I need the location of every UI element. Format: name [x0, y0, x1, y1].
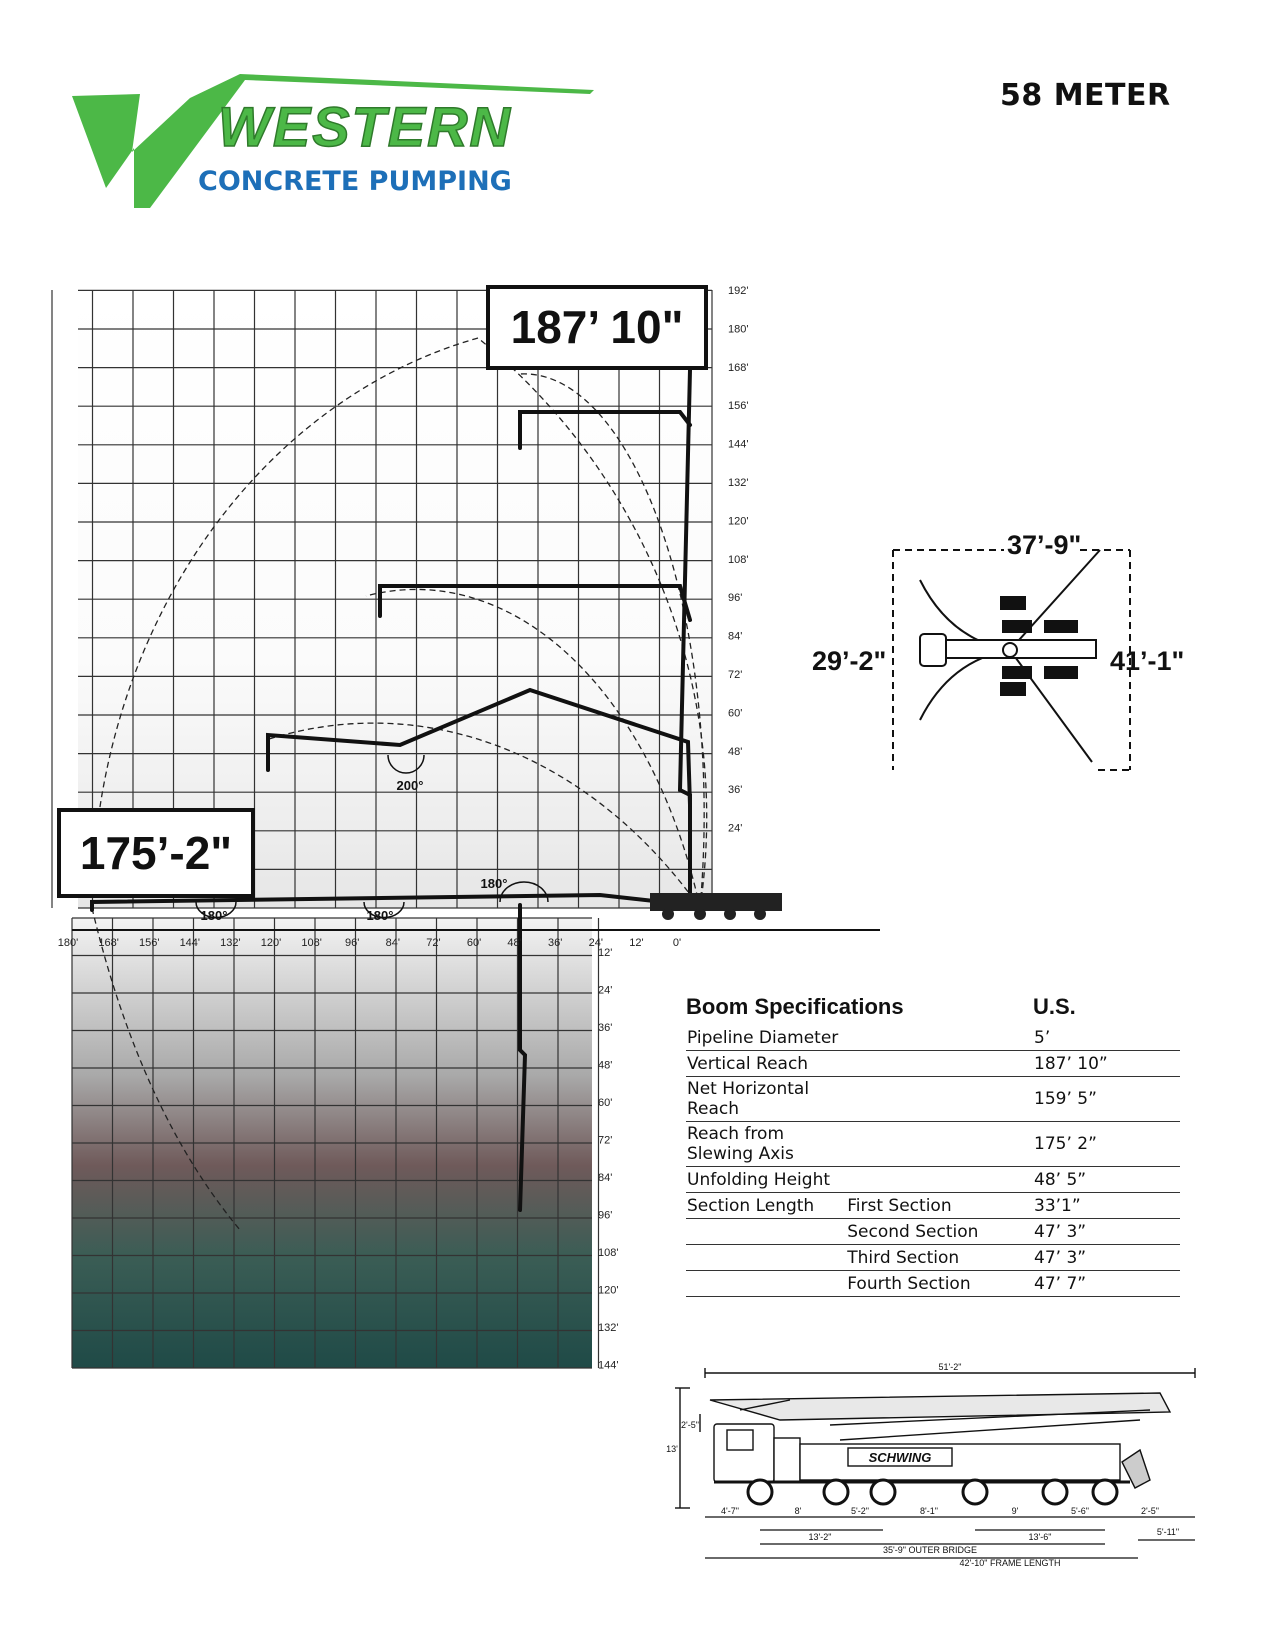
- right-axis-tick-label: 120': [728, 515, 749, 528]
- bottom-axis-tick-label: 180': [57, 937, 79, 949]
- right-axis-tick-label: 48': [728, 745, 743, 758]
- spec-row: [686, 1271, 1180, 1297]
- spec-label: [686, 1271, 846, 1297]
- depth-axis-tick-label: 120': [598, 1284, 619, 1297]
- spec-label: Pipeline Diameter: [686, 1025, 846, 1051]
- vertical-reach-callout: 187’ 10": [486, 285, 708, 370]
- spec-value: 187’ 10”: [1033, 1051, 1180, 1077]
- right-axis-tick-label: 60': [728, 707, 743, 720]
- right-axis-tick-label: 84': [728, 630, 743, 643]
- spec-label: Vertical Reach: [686, 1051, 846, 1077]
- right-axis-tick-label: 72': [728, 669, 743, 681]
- spec-label: Unfolding Height: [686, 1167, 846, 1193]
- spec-sub-label: First Section: [846, 1193, 1033, 1219]
- bottom-axis-tick-label: 48': [507, 937, 522, 949]
- spec-value: 5’: [1033, 1025, 1180, 1051]
- spec-label: [686, 1219, 846, 1245]
- frame-length-dimension: 42'-10" FRAME LENGTH: [959, 1558, 1061, 1568]
- spec-value: 47’ 3”: [1033, 1219, 1180, 1245]
- bottom-axis-tick-label: 0': [672, 937, 682, 949]
- bottom-axis-tick-label: 36': [548, 937, 563, 949]
- depth-axis-tick-label: 108': [598, 1247, 619, 1259]
- bottom-axis-tick-label: 60': [466, 937, 482, 949]
- depth-axis-tick-label: 60': [598, 1097, 613, 1109]
- spec-sub-label: [846, 1167, 1033, 1193]
- depth-axis-tick-label: 132': [598, 1322, 619, 1334]
- axle-spacing: 4'-7": [721, 1506, 739, 1516]
- spec-value: 175’ 2”: [1033, 1122, 1180, 1167]
- bottom-axis-tick-label: 120': [260, 937, 282, 949]
- right-axis-tick-label: 36': [728, 784, 743, 797]
- axle-spacing: 5'-6": [1071, 1506, 1089, 1516]
- spec-row: [686, 1245, 1180, 1271]
- spec-row: [686, 1122, 1180, 1167]
- axle-spacing: 5'-2": [851, 1506, 869, 1516]
- depth-axis-tick-label: 144': [598, 1359, 619, 1372]
- spec-value: 47’ 7”: [1033, 1271, 1180, 1297]
- spec-row: [686, 1025, 1180, 1051]
- spec-value: 159’ 5”: [1033, 1077, 1180, 1122]
- spec-label: [686, 1245, 846, 1271]
- boom-specifications: [686, 994, 1180, 1297]
- cab-offset-dimension: 2'-5": [681, 1420, 699, 1430]
- spec-sub-label: Fourth Section: [846, 1271, 1033, 1297]
- spec-row: [686, 1167, 1180, 1193]
- model-title: 58 METER: [1000, 78, 1171, 113]
- bottom-axis-tick-label: 132': [220, 937, 241, 949]
- spec-sub-label: [846, 1122, 1033, 1167]
- bottom-axis-tick-label: 156': [138, 937, 160, 949]
- rear-overhang-dimension: 5'-11": [1156, 1527, 1180, 1537]
- overall-length-dimension: 51'-2": [938, 1362, 962, 1372]
- rotation-label: 180°: [366, 908, 394, 923]
- depth-axis-tick-label: 24': [598, 984, 613, 997]
- truck-dimension-drawing: [666, 1358, 1210, 1568]
- axle-spacing: 8'-1": [920, 1506, 938, 1516]
- bottom-axis-tick-label: 144': [179, 937, 201, 949]
- depth-axis-tick-label: 96': [598, 1209, 613, 1222]
- swing-dimension-right: 41’-1": [1110, 646, 1185, 676]
- swing-dimension-left: 29’-2": [812, 646, 887, 676]
- right-axis-tick-label: 144': [728, 438, 749, 451]
- axle-spacing: 8': [794, 1506, 802, 1516]
- truck-at-axis: [650, 893, 782, 920]
- right-axis: [728, 285, 748, 835]
- depth-axis-tick-label: 72': [598, 1134, 613, 1147]
- spec-label: Net Horizontal Reach: [686, 1077, 846, 1122]
- spec-sub-label: [846, 1077, 1033, 1122]
- outer-bridge-dimension: 35'-9" OUTER BRIDGE: [883, 1545, 977, 1555]
- bottom-axis-tick-label: 24': [588, 937, 603, 949]
- bottom-axis-tick-label: 96': [345, 937, 360, 949]
- depth-axis-tick-label: 36': [598, 1022, 613, 1034]
- right-axis-tick-label: 192': [728, 285, 749, 297]
- spec-row: [686, 1219, 1180, 1245]
- spec-value: 48’ 5”: [1033, 1167, 1180, 1193]
- right-axis-tick-label: 156': [728, 400, 749, 413]
- company-logo: [70, 68, 610, 218]
- spec-sub-label: [846, 1051, 1033, 1077]
- specs-table: [686, 994, 1180, 1297]
- depth-axis-tick-label: 12': [598, 947, 613, 959]
- spec-value: 47’ 3”: [1033, 1245, 1180, 1271]
- spec-row: [686, 1193, 1180, 1219]
- spec-row: [686, 1077, 1180, 1122]
- depth-axis-tick-label: 84': [598, 1172, 613, 1184]
- spec-sub-label: Second Section: [846, 1219, 1033, 1245]
- truck-brand-text: SCHWING: [868, 1450, 932, 1465]
- horizontal-reach-callout: 175’-2": [57, 808, 255, 898]
- swing-dimension-top: 37’-9": [1007, 530, 1082, 560]
- spec-value: 33’1”: [1033, 1193, 1180, 1219]
- spec-sub-label: Third Section: [846, 1245, 1033, 1271]
- sub-dimension: 13'-2": [808, 1532, 832, 1542]
- right-axis-tick-label: 168': [728, 361, 749, 374]
- rotation-label: 200°: [396, 778, 424, 793]
- axle-spacing: 9': [1011, 1506, 1019, 1516]
- bottom-axis-tick-label: 168': [98, 937, 119, 949]
- bottom-axis-tick-label: 108': [301, 937, 322, 949]
- specs-heading: Boom Specifications: [686, 994, 904, 1019]
- truck-wheels: [748, 1480, 1117, 1504]
- right-axis-tick-label: 180': [728, 323, 749, 336]
- spec-label: Reach from Slewing Axis: [686, 1122, 846, 1167]
- axle-spacing: 2'-5": [1141, 1506, 1159, 1516]
- rotation-label: 180°: [480, 876, 508, 891]
- height-dimension: 13': [666, 1444, 678, 1454]
- spec-row: [686, 1051, 1180, 1077]
- bottom-axis-tick-label: 12': [629, 937, 644, 949]
- depth-axis-tick-label: 48': [598, 1059, 613, 1072]
- specs-unit-heading: U.S.: [1033, 994, 1076, 1019]
- logo-word: WESTERN: [218, 95, 512, 158]
- right-axis-tick-label: 108': [728, 553, 749, 566]
- right-axis-tick-label: 96': [728, 592, 743, 605]
- rotation-label: 180°: [200, 908, 228, 923]
- sub-dimension: 13'-6": [1028, 1532, 1052, 1542]
- right-axis-tick-label: 24': [728, 822, 743, 835]
- depth-axis: [598, 947, 618, 1372]
- right-axis-tick-label: 132': [728, 477, 749, 489]
- spec-label: Section Length: [686, 1193, 846, 1219]
- logo-tagline: CONCRETE PUMPING: [198, 166, 512, 197]
- spec-sub-label: [846, 1025, 1033, 1051]
- bottom-axis-tick-label: 72': [426, 937, 441, 949]
- bottom-axis-tick-label: 84': [385, 937, 400, 949]
